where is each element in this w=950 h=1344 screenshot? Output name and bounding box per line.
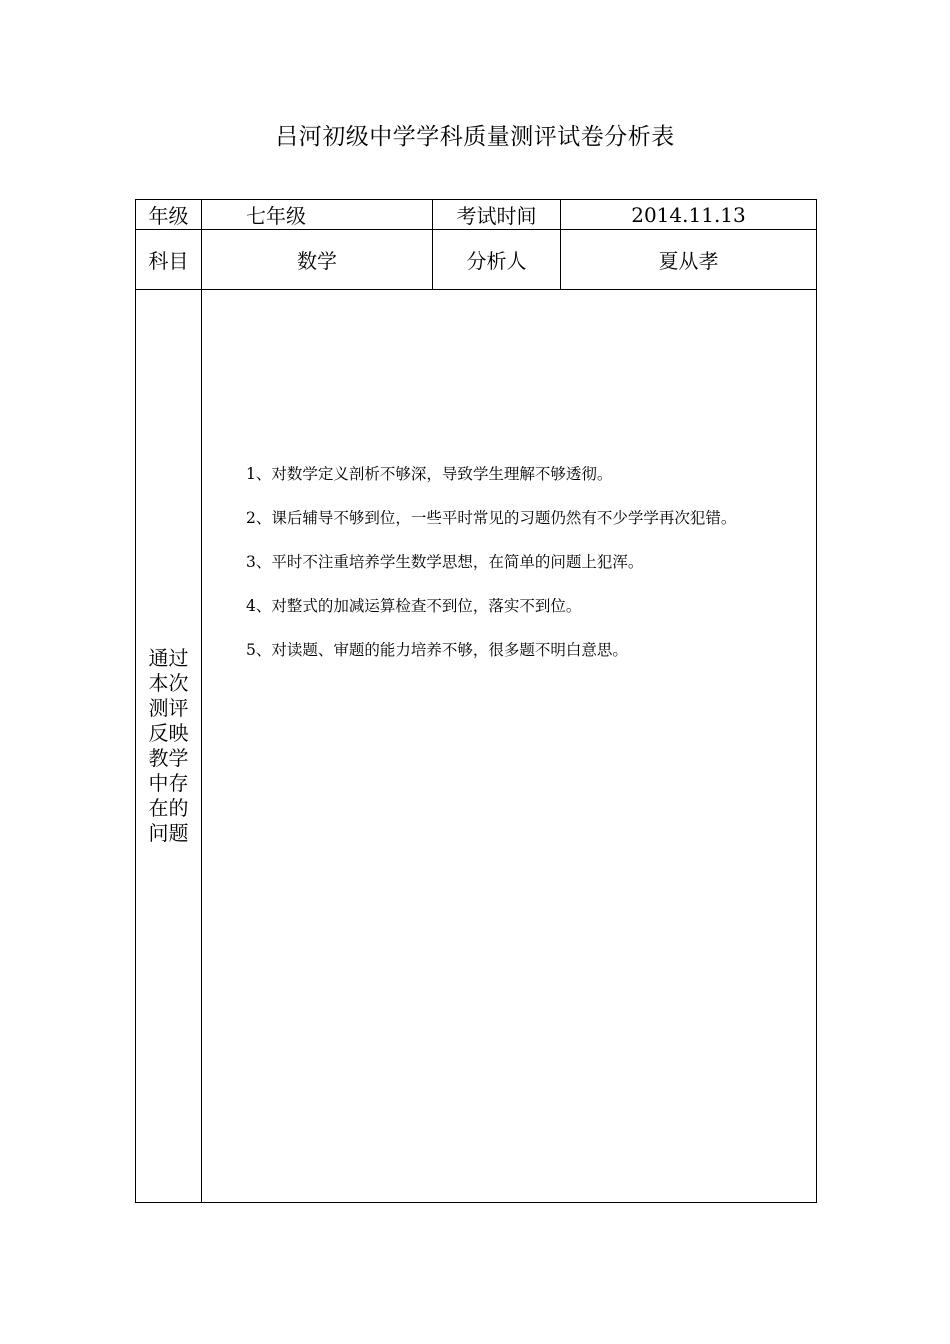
exam-time-label: 考试时间 (433, 200, 561, 230)
analyst-label: 分析人 (433, 230, 561, 290)
subject-label: 科目 (136, 230, 202, 290)
problem-item-2: 2、课后辅导不够到位，一些平时常见的习题仍然有不少学学再次犯错。 (246, 509, 737, 527)
problems-list (202, 290, 816, 662)
analysis-table (135, 199, 817, 1203)
problems-label: 通过本次测评反映教学中存在的问题 (148, 646, 189, 845)
grade-label: 年级 (136, 200, 202, 230)
grade-value: 七年级 (202, 200, 433, 230)
row-grade-time (136, 200, 817, 230)
problem-item-4: 4、对整式的加减运算检查不到位，落实不到位。 (246, 597, 582, 615)
problem-item-1: 1、对数学定义剖析不够深，导致学生理解不够透彻。 (246, 465, 613, 483)
subject-value: 数学 (202, 230, 433, 290)
document-title: 吕河初级中学学科质量测评试卷分析表 (275, 124, 675, 150)
problems-label-cell (136, 290, 202, 1203)
problem-item-3: 3、平时不注重培养学生数学思想，在简单的问题上犯浑。 (246, 553, 644, 571)
row-problems (136, 290, 817, 1203)
analyst-value: 夏从孝 (561, 230, 817, 290)
problem-item-5: 5、对读题、审题的能力培养不够，很多题不明白意思。 (246, 641, 628, 659)
exam-time-value: 2014.11.13 (561, 200, 817, 230)
row-subject-analyst (136, 230, 817, 290)
problems-content-cell (202, 290, 817, 1203)
